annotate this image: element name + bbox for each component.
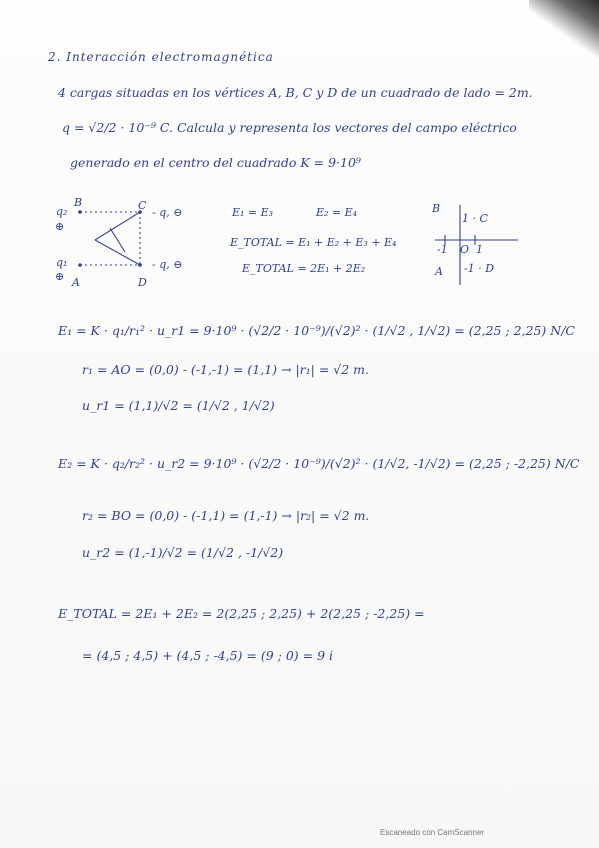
- section-title: 2. Interacción electromagnética: [48, 50, 274, 64]
- eq-E1-E3: E₁ = E₃: [232, 206, 274, 219]
- problem-line-3: generado en el centro del cuadrado K = 9·10⁹: [70, 155, 361, 170]
- axis-label-minus1: -1: [437, 243, 448, 256]
- calc-r1: r₁ = AO = (0,0) - (-1,-1) = (1,1) → |r₁| = √2 m.: [82, 362, 370, 377]
- calc-total-1: E_TOTAL = 2E₁ + 2E₂ = 2(2,25 ; 2,25) + 2(2,25 ; -2,25) =: [58, 606, 425, 621]
- charge-D: - q, ⊖: [152, 258, 183, 271]
- axis-label-A: A: [435, 265, 443, 278]
- calc-E1: E₁ = K · q₁/r₁² · u_r1 = 9·10⁹ · (√2/2 · 10⁻⁹)/(√2)² · (1/√2 , 1/√2) = (2,25 ; 2,25) N/C: [58, 323, 575, 338]
- label-q1: q₁: [56, 256, 68, 269]
- label-A: A: [72, 276, 80, 289]
- axis-label-B: B: [432, 202, 441, 215]
- label-q2: q₂: [56, 205, 68, 218]
- axis-label-origin: O: [460, 243, 470, 256]
- calc-E2: E₂ = K · q₂/r₂² · u_r2 = 9·10⁹ · (√2/2 · 10⁻⁹)/(√2)² · (1/√2, -1/√2) = (2,25 ; -2,25) N/C: [58, 456, 580, 471]
- eq-Etotal-sum: E_TOTAL = E₁ + E₂ + E₃ + E₄: [230, 236, 397, 249]
- circle-plus-2: ⊕: [55, 270, 65, 283]
- axis-label-D: -1 · D: [464, 262, 495, 275]
- calc-r2: r₂ = BO = (0,0) - (-1,1) = (1,-1) → |r₂| = √2 m.: [82, 508, 370, 523]
- calc-total-2: = (4,5 ; 4,5) + (4,5 ; -4,5) = (9 ; 0) = 9 i: [82, 648, 334, 663]
- axis-label-C: 1 · C: [462, 212, 488, 225]
- calc-ur1: u_r1 = (1,1)/√2 = (1/√2 , 1/√2): [82, 398, 275, 413]
- problem-line-1: 4 cargas situadas en los vértices A, B, C y D de un cuadrado de lado = 2m.: [58, 85, 533, 100]
- calc-ur2: u_r2 = (1,-1)/√2 = (1/√2 , -1/√2): [82, 545, 284, 560]
- eq-Etotal-2E: E_TOTAL = 2E₁ + 2E₂: [242, 262, 366, 275]
- label-C: C: [138, 199, 147, 212]
- problem-line-2: q = √2/2 · 10⁻⁹ C. Calcula y representa los vectores del campo eléctrico: [62, 120, 517, 135]
- label-D: D: [138, 276, 147, 289]
- eq-E2-E4: E₂ = E₄: [316, 206, 358, 219]
- label-B: B: [74, 196, 83, 209]
- axis-label-one: 1: [476, 243, 483, 256]
- charge-C: - q, ⊖: [152, 206, 183, 219]
- circle-plus-1: ⊕: [55, 220, 65, 233]
- scanner-watermark: Escaneado con CamScanner: [380, 828, 485, 837]
